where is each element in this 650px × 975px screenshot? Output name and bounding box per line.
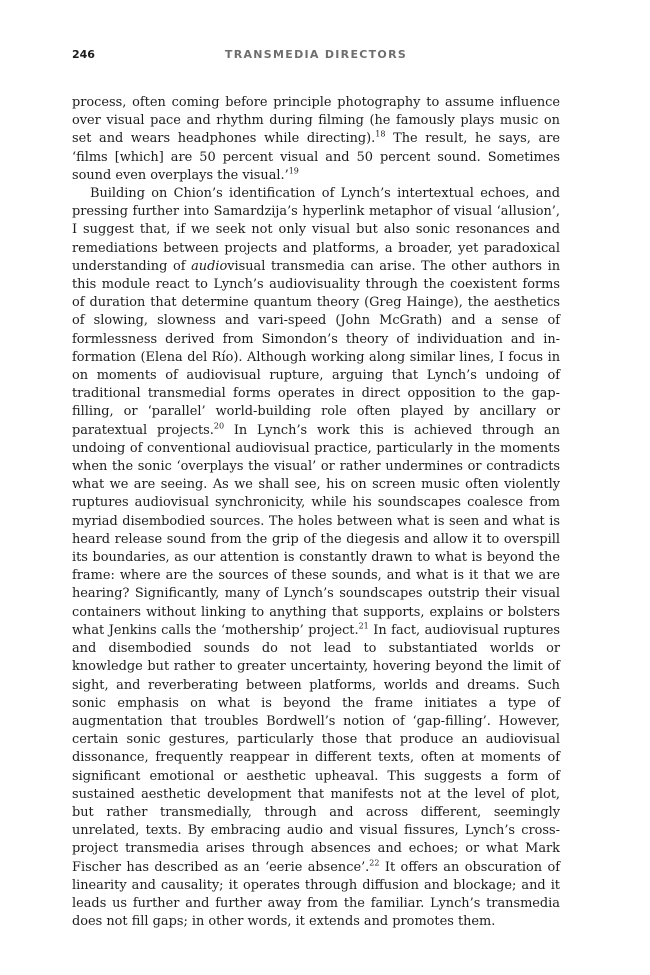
paragraph-2-text-3: In Lynch’s work this is achieved through an undoing of conventional audiovisual practice, particularly in the moments when the sonic ‘overplays the visual’ or rather undermines or contradicts what we are seeing. As we shall see, his on screen music often violently ruptures audiovisual synchronicity, while his soundscapes coalesce from myriad disembodied sources. The holes between what is seen and what is heard release sound from the grip of the diegesis and allow it to overspill its boundaries, as our attention is constantly drawn to what is beyond the frame: where are the sources of these sounds, and what is it that we are hearing? Significantly, many of Lynch’s soundscapes outstrip their visual containers without linking to anything that supports, explains or bolsters what Jenkins calls the ‘mothership’ project. [72,422,560,638]
paragraph-2 [72,185,560,931]
paragraph-1-text-1: process, often coming before principle photography to assume influence over visual pace and rhythm during filming (he famously plays music on set and wears headphones while directing). [72,95,560,147]
paragraph-2-text-4: In fact, audiovisual ruptures and disembodied sounds do not lead to substantiated worlds or knowledge but rather to greater uncertainty, hovering beyond the limit of sight, and reverberating between platforms, worlds and dreams. Such sonic emphasis on what is beyond the frame initiates a type of augmentation that troubles Bordwell’s notion of ‘gap-filling’. However, certain sonic gestures, particularly those that produce an audiovisual dissonance, frequently reappear in different texts, often at moments of significant emotional or aesthetic upheaval. This suggests a form of sustained aesthetic development that manifests not at the level of plot, but rather transmedially, through and across different, seemingly unrelated, texts. By embracing audio and visual fissures, Lynch’s cross-project transmedia arises through absences and echoes; or what Mark Fischer has described as an ‘eerie absence’. [72,622,560,875]
paragraph-1-text-2: The result, he says, are ‘films [which] are 50 percent visual and 50 percent sound. Sometimes sound even overplays the visual.’ [72,131,560,183]
body-text [72,94,560,931]
footnote-ref-19: 19 [288,166,299,176]
running-head [72,44,560,66]
footnote-ref-20: 20 [213,421,225,431]
footnote-ref-22: 22 [369,858,380,868]
footnote-ref-21: 21 [358,621,369,631]
running-title: TRANSMEDIA DIRECTORS [224,48,408,61]
paragraph-2-text-2: visual transmedia can arise. The other authors in this module react to Lynch’s audiovisuality through the coexistent forms of duration that determine quantum theory (Greg Hainge), the aesthetics of slowing, slowness and vari-speed (John McGrath) and a sense of formlessness derived from Simondon’s theory of individuation and in-formation (Elena del Río). Although working along similar lines, I focus in on moments of audiovisual rupture, arguing that Lynch’s undoing of traditional transmedial forms operates in direct opposition to the gap-filling, or ‘parallel’ world-building role often played by ancillary or paratextual projects. [72,258,560,438]
paragraph-1 [72,94,560,185]
book-page [72,44,560,931]
page-number: 246 [72,48,95,61]
paragraph-2-text-5: It offers an obscuration of linearity and causality; it operates through diffusion and blockage; and it leads us further and further away from the familiar. Lynch’s transmedia does not fill gaps; in other words, it extends and promotes them. [72,859,560,930]
paragraph-2-text-1: Building on Chion’s identification of Lynch’s intertextual echoes, and pressing further into Samardzija’s hyperlink metaphor of visual ‘allusion’, I suggest that, if we seek not only visual but also sonic resonances and remediations between projects and platforms, a broader, yet paradoxical understanding of [72,186,560,274]
footnote-ref-18: 18 [375,130,386,140]
italic-audio: audio [191,258,228,274]
